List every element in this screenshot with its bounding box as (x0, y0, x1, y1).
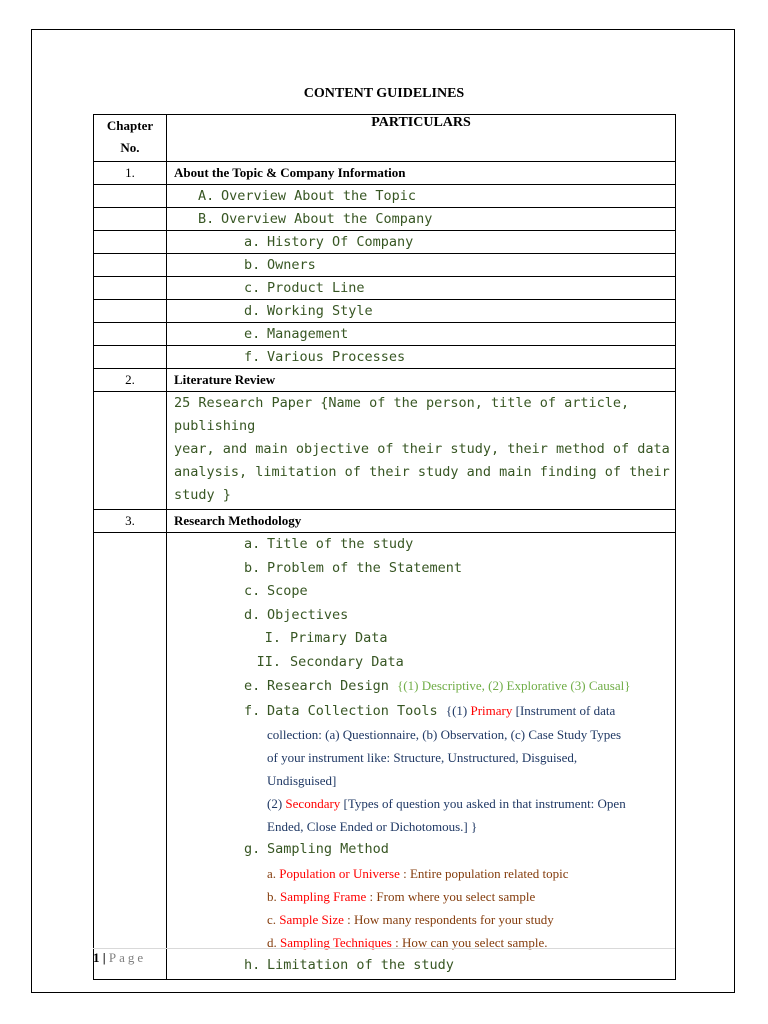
table-row (94, 254, 676, 277)
research-design-detail: {(1) Descriptive, (2) Explorative (3) Causal} (397, 678, 631, 693)
table-row (94, 277, 676, 300)
list-item: c. Scope (244, 583, 308, 599)
chapter-title: Literature Review (167, 369, 676, 392)
list-item: a. Title of the study (244, 536, 414, 552)
list-item: II. Secondary Data (256, 653, 404, 670)
table-row (94, 369, 676, 392)
table-row (94, 162, 676, 185)
list-item: h. Limitation of the study (244, 956, 454, 973)
chapter-title: About the Topic & Company Information (167, 162, 676, 185)
sampling-item: d. Sampling Techniques : How can you select sample. (267, 934, 548, 950)
research-methodology-content (167, 533, 676, 980)
header-chapter-line2: No. (120, 140, 140, 155)
sampling-item: a. Population or Universe : Entire population related topic (267, 865, 569, 881)
sampling-item: c. Sample Size : How many respondents for your study (267, 911, 554, 927)
table-row (94, 323, 676, 346)
chapter-number: 3. (94, 510, 167, 533)
chapter-title: Research Methodology (167, 510, 676, 533)
list-item: A. Overview About the Topic (167, 185, 676, 208)
list-item: f. Data Collection Tools {(1) Primary [Instrument of data (244, 702, 616, 719)
list-item: d. Working Style (167, 300, 676, 323)
document-title: CONTENT GUIDELINES (303, 86, 465, 101)
page-number: 1 (93, 950, 100, 965)
chapter-number: 2. (94, 369, 167, 392)
table-row (94, 185, 676, 208)
page-footer (93, 950, 146, 966)
list-item: e. Research Design {(1) Descriptive, (2) Explorative (3) Causal} (244, 678, 631, 694)
table-row (94, 300, 676, 323)
list-item: I. Primary Data (264, 630, 388, 646)
chapter-number: 1. (94, 162, 167, 185)
table-row (94, 392, 676, 510)
table-row (94, 533, 676, 980)
list-item: e. Management (167, 323, 676, 346)
page-label: Page (108, 950, 147, 965)
header-particulars: PARTICULARS (167, 115, 676, 162)
content-guidelines-table (93, 114, 676, 980)
header-chapter-line1: Chapter (106, 118, 154, 133)
table-row (94, 510, 676, 533)
header-chapter-no (94, 115, 167, 162)
footer-separator: | (102, 950, 106, 965)
table-header-row (94, 115, 676, 162)
list-item: b. Problem of the Statement (244, 559, 463, 576)
table-row (94, 208, 676, 231)
literature-review-text: 25 Research Paper {Name of the person, title of article, publishing year, and main objective of their study, their method of data analysis, limitation of their study and main finding of their study } (167, 392, 676, 510)
sampling-item: b. Sampling Frame : From where you select sample (267, 888, 536, 904)
list-item: g. Sampling Method (244, 841, 389, 857)
footer-divider (93, 948, 675, 949)
primary-instrument-detail: collection: (a) Questionnaire, (b) Observation, (c) Case Study Types of your instrument like: Structure, Unstructured, Disguised, Undisguised] (2) Secondary [Types of question you asked in that instrument: Open Ended, Close Ended or Dichotomous.] } (267, 727, 626, 834)
list-item: c. Product Line (167, 277, 676, 300)
list-item: a. History Of Company (167, 231, 676, 254)
table-row (94, 231, 676, 254)
list-item: b. Owners (167, 254, 676, 277)
list-item: d. Objectives (244, 606, 349, 623)
table-row (94, 346, 676, 369)
list-item: B. Overview About the Company (167, 208, 676, 231)
list-item: f. Various Processes (167, 346, 676, 369)
